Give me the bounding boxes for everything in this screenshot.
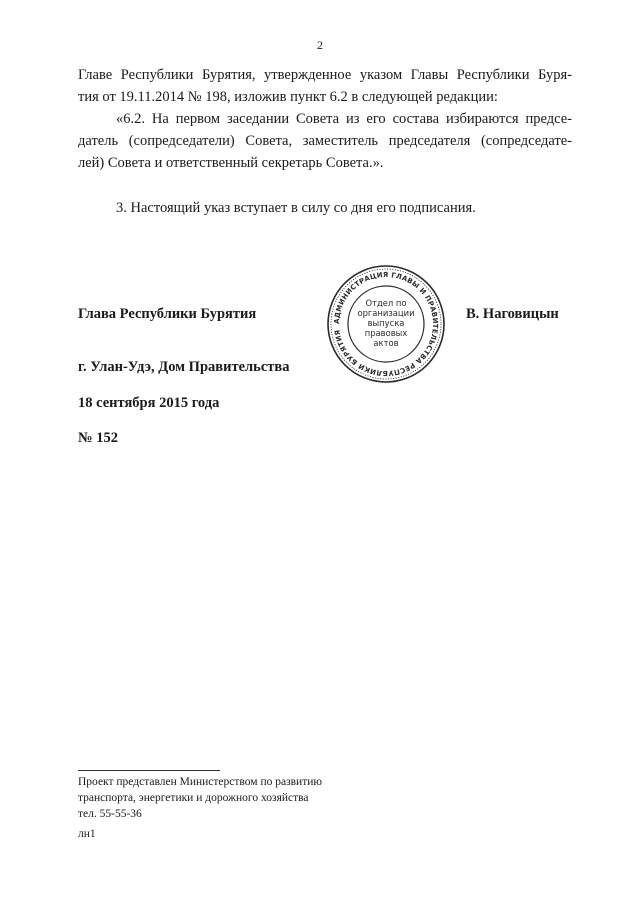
footnote-line-3: тел. 55-55-36 [78,808,142,820]
stamp-inner-line-3: выпуска [367,318,405,328]
footnote-divider [78,770,220,771]
stamp-inner-line-1: Отдел по [365,298,407,308]
signature-position: Глава Республики Бурятия [78,306,257,322]
footer-code: лн1 [78,828,96,840]
footnote [78,774,322,822]
stamp-inner-line-5: актов [373,338,399,348]
page-number: 2 [317,38,323,52]
stamp-inner-line-2: организации [357,308,415,318]
paragraph-2-line-1: «6.2. На первом заседании Совета из его состава избираются предсе- [116,111,572,127]
paragraph-3-line-1: 3. Настоящий указ вступает в силу со дня его подписания. [116,200,476,216]
paragraph-2-line-3: лей) Совета и ответственный секретарь Совета.». [78,155,384,171]
paragraph-3 [78,197,572,219]
paragraph-2 [78,108,572,174]
footnote-line-2: транспорта, энергетики и дорожного хозяйства [78,792,309,804]
date-of-signing: 18 сентября 2015 года [78,395,220,411]
place-of-signing: г. Улан-Удэ, Дом Правительства [78,359,290,375]
stamp-inner-line-4: правовых [364,328,408,338]
paragraph-1 [78,64,572,108]
decree-number: № 152 [78,430,118,446]
paragraph-1-line-2: тия от 19.11.2014 № 198, изложив пункт 6.2 в следующей редакции: [78,89,498,105]
paragraph-1-line-1: Главе Республики Бурятия, утвержденное указом Главы Республики Буря- [78,67,572,83]
footnote-line-1: Проект представлен Министерством по развитию [78,776,322,788]
official-stamp [325,263,447,385]
signature-name: В. Наговицын [466,306,559,322]
stamp-outer-text: АДМИНИСТРАЦИЯ ГЛАВЫ И ПРАВИТЕЛЬСТВА РЕСПУБЛИКИ БУРЯТИЯ [332,270,440,378]
paragraph-2-line-2: датель (сопредседатели) Совета, заместитель председателя (сопредседате- [78,133,572,149]
